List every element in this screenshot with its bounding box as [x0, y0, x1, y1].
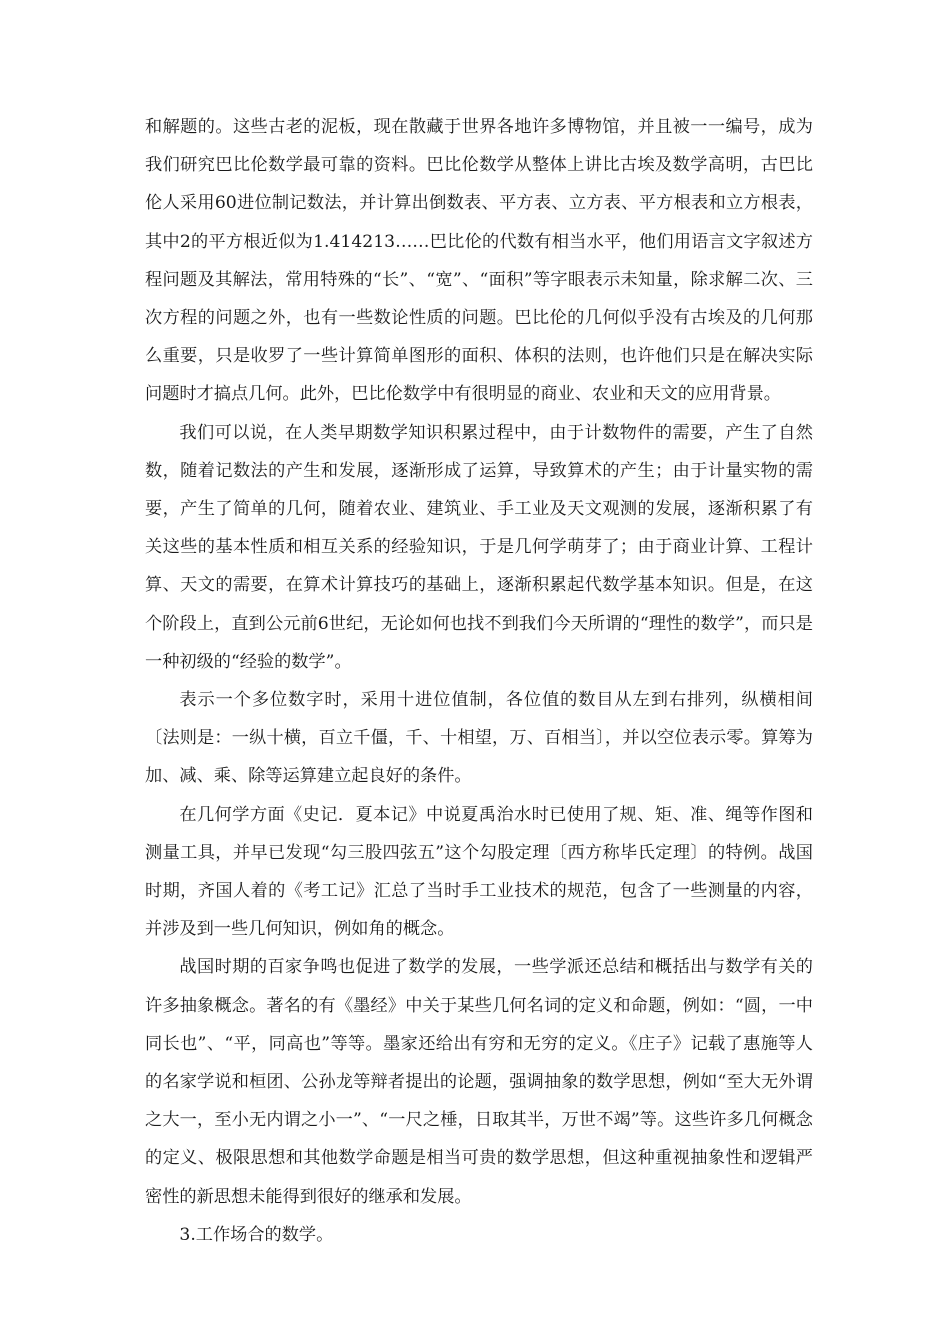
paragraph-geometry: 在几何学方面《史记．夏本记》中说夏禹治水时已使用了规、矩、准、绳等作图和测量工具，并早已发现“勾三股四弦五”这个勾股定理〔西方称毕氏定理〕的特例。战国时期，齐国人着的《考工记》汇总了当时手工业技术的规范，包含了一些测量的内容，并涉及到一些几何知识，例如角的概念。	[145, 804, 813, 940]
paragraph-babylonian-math: 和解题的。这些古老的泥板，现在散藏于世界各地许多博物馆，并且被一一编号，成为我们研究巴比伦数学最可靠的资料。巴比伦数学从整体上讲比古埃及数学高明，古巴比伦人采用60进位制记数法，并计算出倒数表、平方表、立方表、平方根表和立方根表，其中2的平方根近似为1.414213……巴比伦的代数有相当水平，他们用语言文字叙述方程问题及其解法，常用特殊的“长”、“宽”、“面积”等字眼表示未知量，除求解二次、三次方程的问题之外，也有一些数论性质的问题。巴比伦的几何似乎没有古埃及的几何那么重要，只是收罗了一些计算简单图形的面积、体积的法则，也许他们只是在解决实际问题时才搞点几何。此外，巴比伦数学中有很明显的商业、农业和天文的应用背景。	[145, 117, 813, 405]
paragraph-early-math-summary: 我们可以说，在人类早期数学知识积累过程中，由于计数物件的需要，产生了自然数，随着记数法的产生和发展，逐渐形成了运算，导致算术的产生；由于计量实物的需要，产生了简单的几何，随着农业、建筑业、手工业及天文观测的发展，逐渐积累了有关这些的基本性质和相互关系的经验知识，于是几何学萌芽了；由于商业计算、工程计算、天文的需要，在算术计算技巧的基础上，逐渐积累起代数学基本知识。但是，在这个阶段上，直到公元前6世纪，无论如何也找不到我们今天所谓的“理性的数学”，而只是一种初级的“经验的数学”。	[145, 422, 813, 672]
body-text	[145, 108, 813, 1254]
paragraph-counting-rods: 表示一个多位数字时，采用十进位值制，各位值的数目从左到右排列，纵横相间〔法则是：一纵十横，百立千僵，千、十相望，万、百相当〕，并以空位表示零。算筹为加、减、乘、除等运算建立起良好的条件。	[145, 690, 813, 787]
paragraph-hundred-schools: 战国时期的百家争鸣也促进了数学的发展，一些学派还总结和概括出与数学有关的许多抽象概念。著名的有《墨经》中关于某些几何名词的定义和命题，例如：“圆，一中同长也”、“平，同高也”等等。墨家还给出有穷和无穷的定义。《庄子》记载了惠施等人的名家学说和桓团、公孙龙等辩者提出的论题，强调抽象的数学思想，例如“至大无外谓之大一，至小无内谓之小一”、“一尺之棰，日取其半，万世不竭”等。这些许多几何概念的定义、极限思想和其他数学命题是相当可贵的数学思想，但这种重视抽象性和逻辑严密性的新思想未能得到很好的继承和发展。	[145, 957, 813, 1207]
section-heading-workplace-math: 3.工作场合的数学。	[179, 1224, 334, 1245]
